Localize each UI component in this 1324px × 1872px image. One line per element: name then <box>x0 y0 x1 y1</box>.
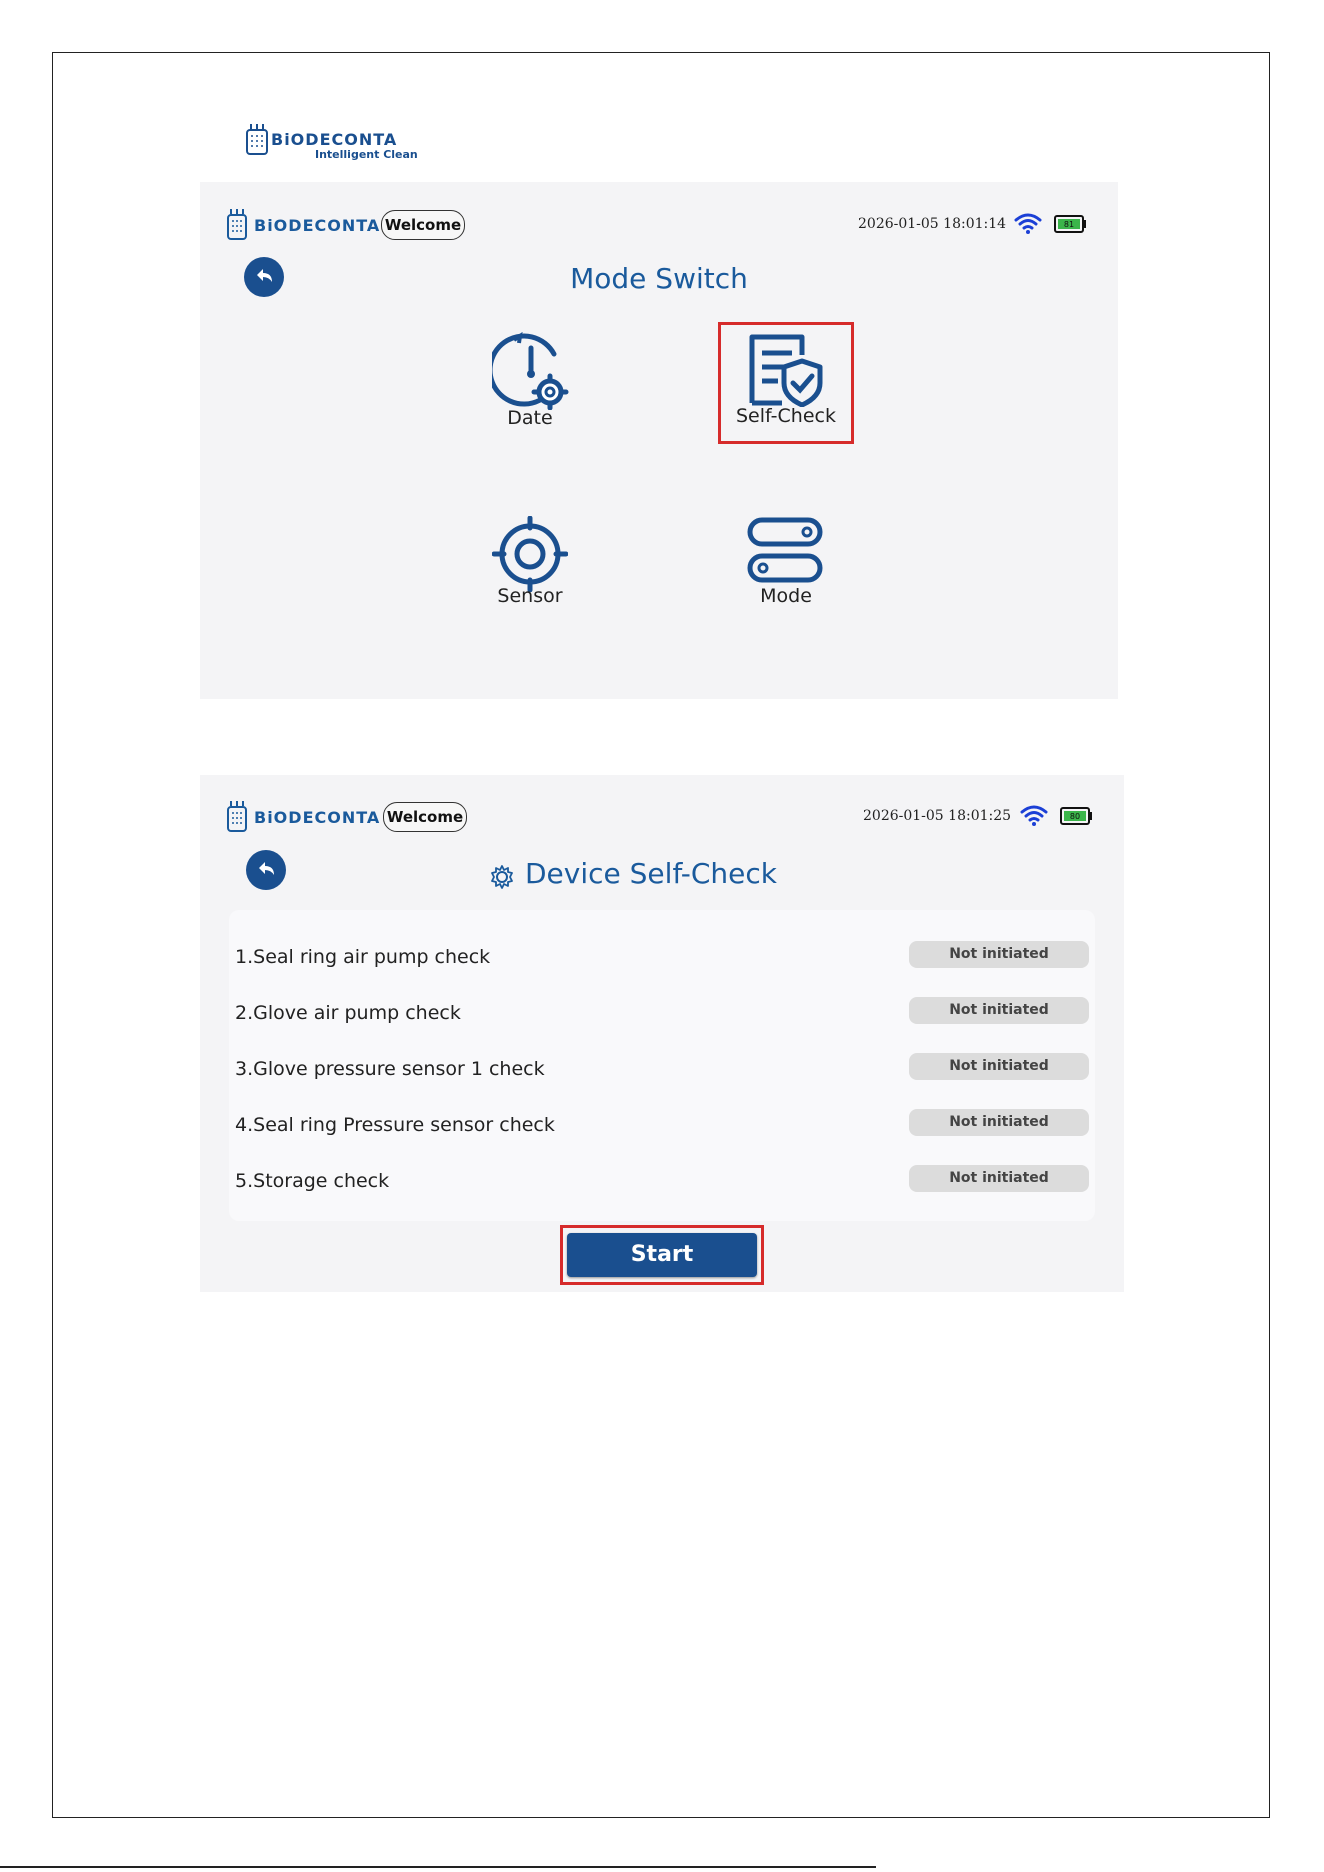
screen2-welcome-badge[interactable]: Welcome <box>383 802 467 832</box>
tile-self-check[interactable] <box>724 330 848 430</box>
tile-mode-label: Mode <box>760 585 812 607</box>
tile-date-label: Date <box>507 407 553 429</box>
battery-level-text: 81 <box>1063 220 1075 229</box>
check-status-badge: Not initiated <box>909 1165 1089 1192</box>
self-check-list <box>229 910 1095 1221</box>
screen1-logo <box>226 208 380 242</box>
check-row <box>229 988 1095 1044</box>
screen2-title: Device Self-Check <box>525 857 777 890</box>
battery-icon <box>1054 214 1088 234</box>
check-row <box>229 932 1095 988</box>
check-label: 4.Seal ring Pressure sensor check <box>235 1114 555 1136</box>
document-logo <box>243 120 433 164</box>
tile-sensor[interactable] <box>470 510 590 610</box>
screen2-datetime: 2026-01-05 18:01:25 <box>863 808 1012 824</box>
device-logo-icon <box>245 122 269 158</box>
screen2-logo <box>226 800 380 834</box>
check-label: 5.Storage check <box>235 1170 390 1192</box>
tile-self-check-label: Self-Check <box>736 405 836 427</box>
tile-sensor-label: Sensor <box>497 585 563 607</box>
target-icon <box>492 516 568 592</box>
toggle-switches-icon <box>747 517 825 583</box>
check-status-badge: Not initiated <box>909 1053 1089 1080</box>
document-brand: BiODECONTA <box>271 130 398 149</box>
back-button[interactable] <box>246 850 286 890</box>
battery-level-text: 80 <box>1069 812 1081 821</box>
tile-mode[interactable] <box>724 510 848 610</box>
clock-gear-icon <box>492 332 572 410</box>
check-label: 1.Seal ring air pump check <box>235 946 491 968</box>
mode-switch-screen <box>200 182 1118 699</box>
device-logo-icon <box>226 208 248 242</box>
check-row <box>229 1100 1095 1156</box>
back-arrow-icon <box>254 858 278 882</box>
wifi-icon <box>1020 804 1048 826</box>
document-tagline: Intelligent Clean <box>315 148 418 161</box>
tile-date[interactable] <box>470 332 590 432</box>
checklist-shield-icon <box>748 333 824 407</box>
check-row <box>229 1156 1095 1212</box>
check-label: 2.Glove air pump check <box>235 1002 461 1024</box>
screen1-datetime: 2026-01-05 18:01:14 <box>858 216 1007 232</box>
screen1-welcome-badge[interactable]: Welcome <box>381 210 465 240</box>
wifi-icon <box>1014 212 1042 234</box>
check-status-badge: Not initiated <box>909 1109 1089 1136</box>
check-status-badge: Not initiated <box>909 941 1089 968</box>
screen1-title: Mode Switch <box>570 262 748 295</box>
settings-gear-icon <box>489 864 515 890</box>
screen1-brand: BiODECONTA <box>254 215 381 235</box>
start-button[interactable]: Start <box>567 1233 757 1277</box>
footer-rule <box>0 1866 876 1868</box>
check-label: 3.Glove pressure sensor 1 check <box>235 1058 545 1080</box>
screen2-brand: BiODECONTA <box>254 807 381 827</box>
check-row <box>229 1044 1095 1100</box>
device-logo-icon <box>226 800 248 834</box>
check-status-badge: Not initiated <box>909 997 1089 1024</box>
battery-icon <box>1060 806 1094 826</box>
